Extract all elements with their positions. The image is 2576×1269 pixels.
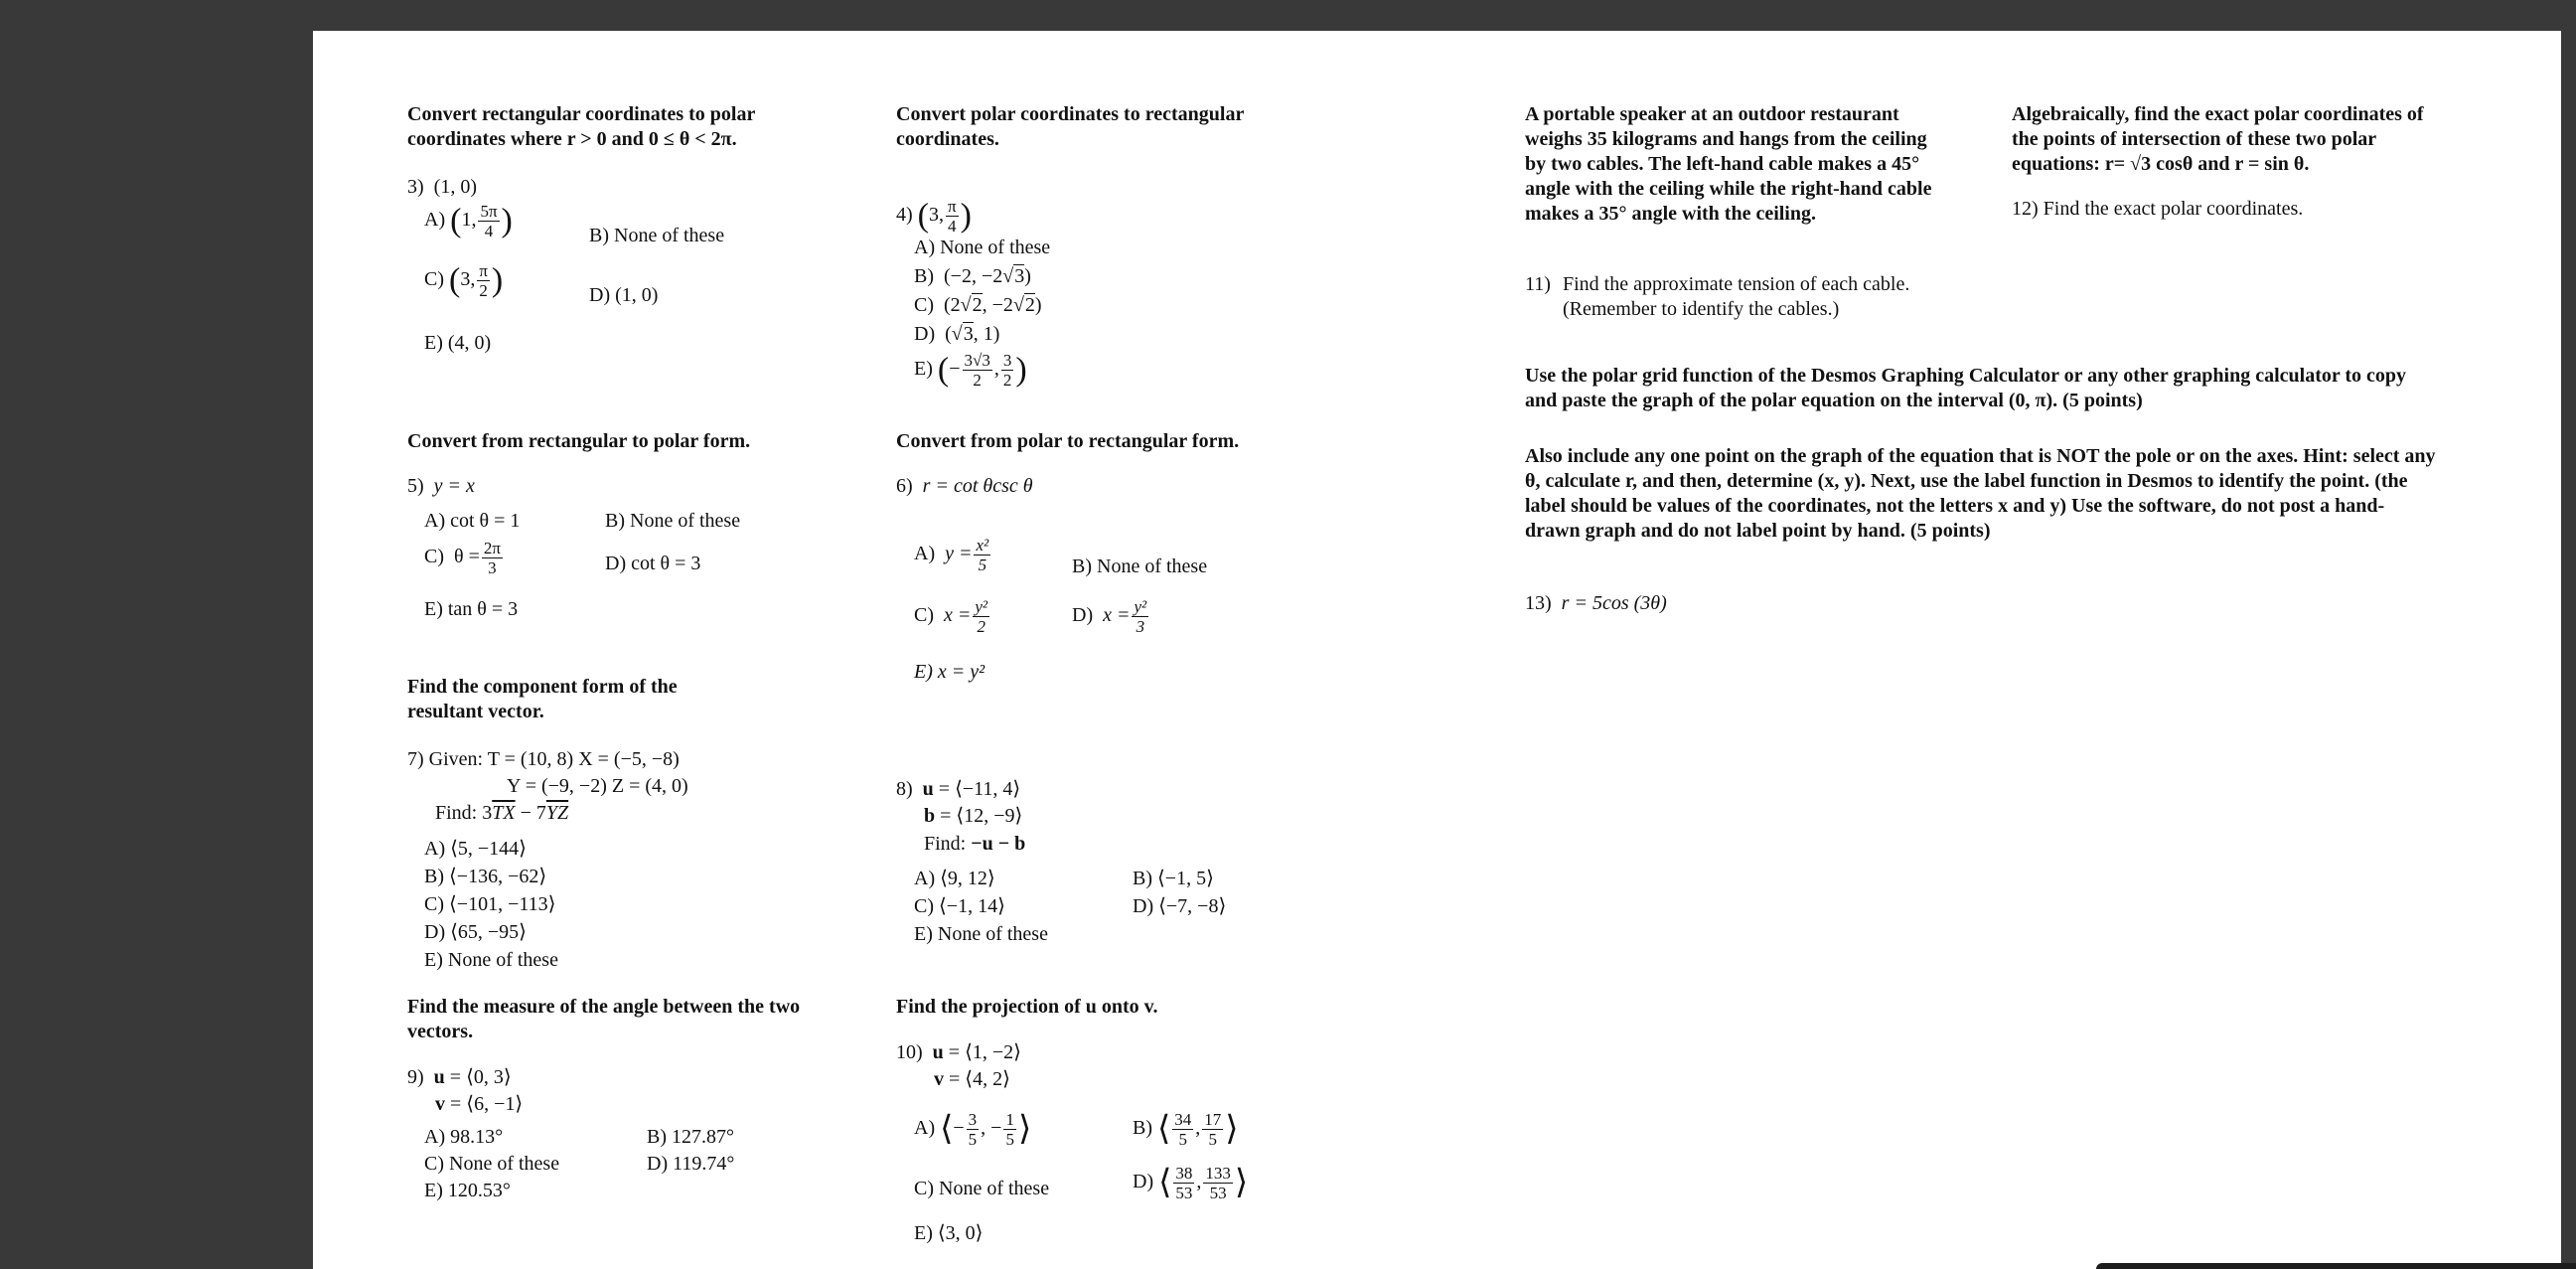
worksheet-page <box>313 31 2561 1269</box>
choice-5b: B) None of these <box>605 510 741 532</box>
choice-text: ( <box>945 323 952 345</box>
choice-label: A) <box>914 543 936 565</box>
radicand: 2 <box>972 294 983 316</box>
frac-den: 2 <box>977 617 985 636</box>
section-heading-component-form: Find the component form of the resultant vector. <box>407 676 678 722</box>
choice-text: − <box>949 358 961 381</box>
question-point: (1, 0) <box>433 176 477 198</box>
choice-9c: C) None of these <box>424 1153 560 1175</box>
question-number: 6) <box>896 475 913 497</box>
choice-10e: E) ⟨3, 0⟩ <box>914 1222 984 1244</box>
choice-5a: A) cot θ = 1 <box>424 510 521 532</box>
choice-3d: D) (1, 0) <box>589 284 659 306</box>
choice-4b: B) (−2, −2√3) <box>914 265 1031 287</box>
choice-6b: B) None of these <box>1072 555 1208 577</box>
choice-6c <box>914 597 991 636</box>
vector-var: v <box>435 1093 445 1115</box>
section-heading-polar-to-rect-form: Convert from polar to rectangular form. <box>896 430 1240 452</box>
section-heading-projection: Find the projection of u onto v. <box>896 996 1158 1018</box>
frac-num: 38 <box>1175 1164 1193 1183</box>
frac-num: y² <box>1134 597 1147 616</box>
frac-den: 2 <box>479 281 488 300</box>
question-number: 10) <box>896 1041 923 1063</box>
vector-val: = ⟨12, −9⟩ <box>935 805 1023 827</box>
question-10-line2 <box>934 1067 1010 1092</box>
choice-3e: E) (4, 0) <box>424 332 492 354</box>
question-8-line1 <box>896 777 1020 802</box>
choice-text: y = <box>945 543 973 565</box>
choice-7b: B) ⟨−136, −62⟩ <box>424 866 547 887</box>
choice-label: D) <box>1133 1171 1154 1193</box>
choice-text: (2 <box>944 294 961 316</box>
question-5 <box>407 474 475 499</box>
choice-8e: E) None of these <box>914 923 1048 945</box>
choice-5e: E) tan θ = 3 <box>424 598 519 620</box>
choice-9a: A) 98.13° <box>424 1126 504 1148</box>
choice-text: 1, <box>461 209 477 232</box>
question-6 <box>896 474 1033 499</box>
vector-val: = ⟨0, 3⟩ <box>444 1066 512 1088</box>
choice-10a: A) ⟨− $\frac{3}{5}$ , − $\frac{1}{5}$ ⟩ <box>914 1110 1032 1149</box>
vector-var: u <box>433 1066 445 1088</box>
choice-7a: A) ⟨5, −144⟩ <box>424 838 527 860</box>
choice-4d: D) (√3, 1) <box>914 323 1000 345</box>
radicand: 3 <box>1014 265 1025 287</box>
frac-num: 133 <box>1205 1164 1231 1183</box>
speaker-problem-text: A portable speaker at an outdoor restaurant weighs 35 kilograms and hangs from the ceiling by two cables. The left-hand cable makes a 45° angle with the ceiling while the right-hand cable makes a 35° angle with the ceiling. <box>1525 103 1932 225</box>
choice-text: 3, <box>460 268 476 291</box>
frac-den: 2 <box>973 371 982 390</box>
frac-den: 5 <box>978 555 987 574</box>
choice-label: C) <box>424 268 444 291</box>
frac-num: 34 <box>1174 1110 1192 1129</box>
choice-label: E) <box>914 358 933 381</box>
vector-var: u <box>922 778 934 800</box>
question-number: 3) <box>407 176 424 198</box>
section-heading-rect-to-polar: Convert rectangular coordinates to polar coordinates where r > 0 and 0 ≤ θ < 2π. <box>407 103 755 150</box>
choice-8b: B) ⟨−1, 5⟩ <box>1133 868 1214 889</box>
choice-text: , 1) <box>973 323 1000 345</box>
section-heading-rect-to-polar-form: Convert from rectangular to polar form. <box>407 430 751 452</box>
question-7-line2: Y = (−9, −2) Z = (4, 0) <box>507 775 688 797</box>
question-12: 12) Find the exact polar coordinates. <box>2012 198 2304 220</box>
question-number: 5) <box>407 475 424 497</box>
question-8-find <box>924 832 1025 857</box>
frac-num: 5π <box>480 202 498 221</box>
choice-3a: A) (1, $\frac{5\pi}{4}$ ) <box>424 202 513 240</box>
question-number: 13) <box>1525 592 1552 614</box>
frac-den: 53 <box>1175 1184 1193 1202</box>
question-13 <box>1525 591 1667 616</box>
question-11-text: Find the approximate tension of each cable. (Remember to identify the cables.) <box>1563 273 1910 320</box>
question-equation: y = x <box>433 475 475 497</box>
choice-text: , −2 <box>982 294 1013 316</box>
frac-num: 3√3 <box>964 351 990 370</box>
frac-den: 5 <box>1178 1130 1188 1149</box>
choice-9e: E) 120.53° <box>424 1180 511 1201</box>
choice-3c: C) (3, $\frac{\pi}{2}$ ) <box>424 261 504 300</box>
frac-num: 1 <box>1005 1110 1014 1129</box>
choice-label: C) <box>424 546 444 568</box>
choice-6e: E) x = y² <box>914 661 985 683</box>
question-9-line2 <box>435 1092 523 1117</box>
choice-8d: D) ⟨−7, −8⟩ <box>1133 895 1227 917</box>
frac-den: 4 <box>948 217 957 236</box>
choice-label: A) <box>914 1117 936 1140</box>
frac-num: 3 <box>1002 351 1012 370</box>
vector-val: = ⟨6, −1⟩ <box>445 1093 524 1115</box>
choice-4e: E) (− $\frac{3√3}{2}$ , $\frac{3}{2}$ ) <box>914 351 1027 390</box>
intersection-problem-text: Algebraically, find the exact polar coordinates of the points of intersection of these two polar equations: r= √3 cosθ and r = sin θ. <box>2012 103 2424 175</box>
desmos-instructions: Use the polar grid function of the Desmos Graphing Calculator or any other graphing calculator to copy and paste the graph of the polar equation on the interval (0, π). (5 points) <box>1525 365 2407 411</box>
choice-10b: B) ⟨ $\frac{34}{5}$ , $\frac{17}{5}$ ⟩ <box>1133 1110 1239 1149</box>
choice-text: θ = <box>454 546 480 568</box>
choice-label: C) <box>914 604 934 627</box>
frac-den: 5 <box>1208 1130 1218 1149</box>
question-equation: r = 5cos (3θ) <box>1561 592 1667 614</box>
vector-var: v <box>934 1068 944 1090</box>
choice-label: D) <box>914 323 936 345</box>
choice-label: D) <box>1072 604 1094 627</box>
vector-val: = ⟨4, 2⟩ <box>944 1068 1010 1090</box>
question-10-line1 <box>896 1040 1021 1065</box>
question-3 <box>407 175 477 200</box>
choice-5d: D) cot θ = 3 <box>605 553 701 574</box>
radicand: 3 <box>963 323 974 345</box>
choice-text: x = <box>944 604 972 627</box>
frac-num: π <box>479 261 488 280</box>
find-text: Find: 3 <box>435 802 493 824</box>
choice-7c: C) ⟨−101, −113⟩ <box>424 893 556 915</box>
choice-text: (−2, −2 <box>944 265 1003 287</box>
find-text: − 7 <box>515 802 546 824</box>
vector-val: = ⟨−11, 4⟩ <box>933 778 1021 800</box>
frac-num: 17 <box>1204 1110 1222 1129</box>
choice-9d: D) 119.74° <box>647 1153 735 1175</box>
question-number: 4) <box>896 204 913 227</box>
frac-num: π <box>948 197 957 216</box>
frac-den: 3 <box>488 558 497 577</box>
choice-4c: C) (2√2, −2√2) <box>914 294 1042 316</box>
choice-8c: C) ⟨−1, 14⟩ <box>914 895 1005 917</box>
question-8-line2 <box>924 804 1022 829</box>
question-11-number: 11) <box>1525 273 1551 295</box>
vector-var: u <box>932 1041 944 1063</box>
choice-label: C) <box>914 294 934 316</box>
question-number: 9) <box>407 1066 424 1088</box>
choice-4a: A) None of these <box>914 237 1051 258</box>
vector-val: = ⟨1, −2⟩ <box>943 1041 1021 1063</box>
question-7-find <box>435 801 568 826</box>
question-number: 8) <box>896 778 913 800</box>
frac-num: y² <box>975 597 988 616</box>
vector-tx: $\overline{TX}$ <box>492 802 516 824</box>
frac-den: 4 <box>484 222 494 240</box>
choice-10d: D) ⟨ $\frac{38}{53}$ , $\frac{133}{53}$ ⟩ <box>1133 1164 1249 1202</box>
frac-num: x² <box>976 536 989 555</box>
question-9-line1 <box>407 1065 512 1090</box>
frac-den: 5 <box>968 1130 978 1149</box>
vector-yz: $\overline{YZ}$ <box>545 802 569 824</box>
choice-9b: B) 127.87° <box>647 1126 734 1148</box>
radicand: 2 <box>1024 294 1035 316</box>
frac-den: 53 <box>1209 1184 1227 1202</box>
frac-num: 2π <box>483 539 501 557</box>
choice-text: x = <box>1103 604 1131 627</box>
window-edge <box>2096 1263 2576 1269</box>
frac-num: 3 <box>968 1110 978 1129</box>
question-equation: r = cot θcsc θ <box>922 475 1033 497</box>
choice-label: A) <box>424 209 446 232</box>
desmos-hint: Also include any one point on the graph of the equation that is NOT the pole or on the axes. Hint: select any θ, calculate r, and then, determine (x, y). Next, use the label function in Desmos to identify the point. (the label should be values of the coordinates, not the letters x and y) Use the software, do not post a hand-drawn graph and do not label point by hand. (5 points) <box>1525 445 2436 542</box>
section-heading-angle-between: Find the measure of the angle between the two vectors. <box>407 996 801 1042</box>
choice-7e: E) None of these <box>424 949 558 971</box>
choice-6a <box>914 536 992 574</box>
choice-text: ) <box>1034 294 1042 316</box>
choice-3b: B) None of these <box>589 225 725 246</box>
choice-10c: C) None of these <box>914 1178 1050 1199</box>
question-text: 3, <box>929 204 944 227</box>
choice-5c <box>424 539 505 577</box>
frac-den: 3 <box>1136 617 1145 636</box>
frac-den: 2 <box>1002 371 1012 390</box>
choice-label: B) <box>1133 1117 1152 1140</box>
choice-text: ) <box>1024 265 1031 287</box>
question-7-line1: 7) Given: T = (10, 8) X = (−5, −8) <box>407 748 680 770</box>
find-expr: −u − b <box>971 833 1026 855</box>
choice-7d: D) ⟨65, −95⟩ <box>424 921 527 943</box>
choice-label: B) <box>914 265 934 287</box>
vector-var: b <box>924 805 936 827</box>
find-text: Find: <box>924 833 972 855</box>
question-4: 4) (3, $\frac{\pi}{4}$ ) <box>896 197 972 236</box>
section-heading-polar-to-rect: Convert polar coordinates to rectangular coordinates. <box>896 103 1244 150</box>
choice-8a: A) ⟨9, 12⟩ <box>914 868 995 889</box>
frac-den: 5 <box>1005 1130 1014 1149</box>
choice-6d <box>1072 597 1150 636</box>
